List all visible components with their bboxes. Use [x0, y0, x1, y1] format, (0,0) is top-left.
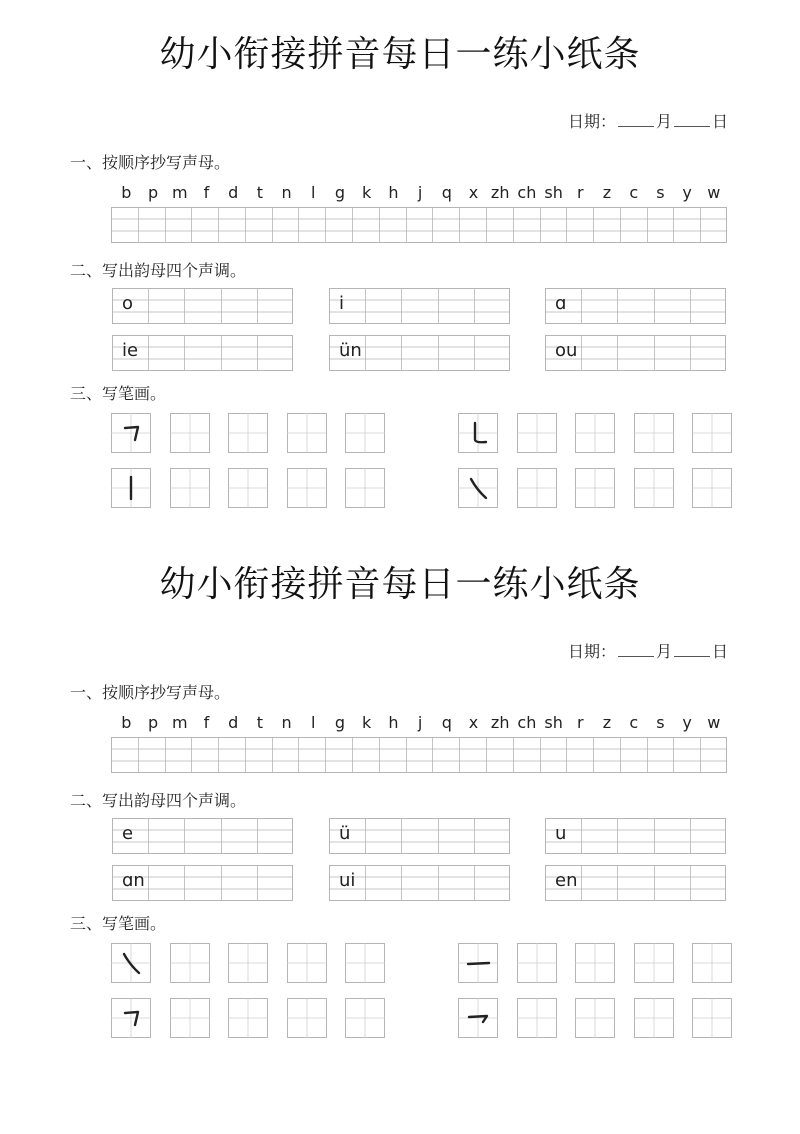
stroke-example-cell: [111, 468, 151, 508]
tianzige-grid: [692, 468, 732, 508]
final-label: ü: [339, 823, 351, 844]
tianzige-grid: [345, 468, 385, 508]
stroke-example-cell: [458, 943, 498, 983]
worksheet-title: 幼小衔接拼音每日一练小纸条: [159, 34, 641, 75]
tianzige-writing-cell[interactable]: [287, 998, 327, 1038]
initial-letter: j: [417, 183, 423, 202]
initial-letter: s: [656, 183, 665, 202]
stroke-example-cell: [111, 998, 151, 1038]
tianzige-writing-cell[interactable]: [345, 468, 385, 508]
finals-row: [0, 818, 800, 854]
stroke-example-cell: [111, 413, 151, 453]
tianzige-writing-cell[interactable]: [692, 468, 732, 508]
initial-letter: t: [256, 183, 263, 202]
tianzige-grid: [575, 998, 615, 1038]
worksheet-title: 幼小衔接拼音每日一练小纸条: [159, 564, 641, 605]
tianzige-writing-cell[interactable]: [345, 998, 385, 1038]
initials-row: [113, 183, 727, 202]
tianzige-grid: [517, 998, 557, 1038]
tianzige-writing-cell[interactable]: [228, 943, 268, 983]
initial-letter: m: [171, 183, 188, 202]
tianzige-writing-cell[interactable]: [692, 998, 732, 1038]
stroke-heng-zhe-icon: [125, 427, 138, 440]
initials-row: [113, 713, 727, 732]
tianzige-writing-cell[interactable]: [634, 943, 674, 983]
date-label: 日期：: [567, 642, 616, 661]
tianzige-writing-cell[interactable]: [634, 413, 674, 453]
stroke-example-cell: [111, 943, 151, 983]
initial-letter: zh: [490, 183, 510, 202]
tianzige-grid: [634, 943, 674, 983]
tianzige-grid: [458, 998, 498, 1038]
tianzige-writing-cell[interactable]: [634, 998, 674, 1038]
tianzige-grid: [170, 998, 210, 1038]
tianzige-writing-cell[interactable]: [517, 468, 557, 508]
tianzige-grid: [111, 943, 151, 983]
tianzige-grid: [170, 943, 210, 983]
finals-row: [0, 335, 800, 371]
final-writing-box[interactable]: [329, 335, 510, 371]
stroke-heng-zhe-icon: [125, 1012, 138, 1025]
tianzige-grid: [228, 998, 268, 1038]
initial-letter: d: [228, 713, 239, 732]
tianzige-writing-cell[interactable]: [345, 943, 385, 983]
pinyin-writing-lines[interactable]: [111, 737, 727, 773]
month-blank[interactable]: [618, 112, 654, 127]
tianzige-writing-cell[interactable]: [634, 468, 674, 508]
tianzige-grid: [517, 943, 557, 983]
initial-letter: z: [602, 183, 612, 202]
tianzige-grid: [228, 943, 268, 983]
tianzige-grid: [345, 413, 385, 453]
initial-letter: w: [707, 183, 721, 202]
initial-letter: ch: [517, 713, 537, 732]
tianzige-writing-cell[interactable]: [575, 468, 615, 508]
section-strokes-title: 三、写笔画。: [70, 384, 167, 403]
worksheet-1: [0, 0, 800, 530]
tianzige-writing-cell[interactable]: [517, 998, 557, 1038]
tianzige-grid: [287, 468, 327, 508]
tianzige-writing-cell[interactable]: [228, 413, 268, 453]
initial-letter: p: [147, 183, 159, 202]
stroke-row: [0, 998, 800, 1038]
stroke-na-icon: [471, 479, 486, 498]
final-writing-box[interactable]: [329, 865, 510, 901]
date-label: 日期：: [567, 112, 616, 131]
stroke-row: [0, 468, 800, 508]
worksheet-2: [0, 530, 800, 1060]
day-label: 日: [711, 642, 728, 661]
tianzige-grid: [458, 468, 498, 508]
tianzige-grid: [575, 943, 615, 983]
month-label: 月: [655, 112, 672, 131]
tianzige-grid: [228, 413, 268, 453]
initial-letter: g: [334, 183, 346, 202]
tianzige-writing-cell[interactable]: [517, 413, 557, 453]
tianzige-grid: [287, 943, 327, 983]
tianzige-writing-cell[interactable]: [170, 468, 210, 508]
tianzige-writing-cell[interactable]: [287, 468, 327, 508]
initial-letter: x: [468, 713, 479, 732]
tianzige-writing-cell[interactable]: [170, 998, 210, 1038]
tianzige-grid: [345, 943, 385, 983]
stroke-heng-icon: [468, 963, 489, 964]
tianzige-writing-cell[interactable]: [575, 413, 615, 453]
tianzige-grid: [111, 413, 151, 453]
initial-letter: s: [656, 713, 665, 732]
tianzige-grid: [170, 413, 210, 453]
final-label: i: [339, 293, 345, 314]
final-writing-box[interactable]: [112, 818, 293, 854]
tianzige-grid: [692, 998, 732, 1038]
stroke-example-cell: [458, 468, 498, 508]
pinyin-writing-lines[interactable]: [111, 207, 727, 243]
final-label: u: [555, 823, 567, 844]
final-writing-box[interactable]: [112, 335, 293, 371]
stroke-na-icon: [124, 954, 139, 973]
initial-letter: ch: [517, 183, 537, 202]
tianzige-grid: [111, 998, 151, 1038]
initial-letter: h: [388, 183, 399, 202]
tianzige-grid: [692, 413, 732, 453]
initial-letter: y: [682, 183, 692, 202]
tianzige-writing-cell[interactable]: [287, 413, 327, 453]
finals-row: [0, 865, 800, 901]
tianzige-grid: [111, 468, 151, 508]
initial-letter: n: [281, 183, 292, 202]
final-label: en: [555, 870, 578, 891]
final-label: ün: [339, 340, 362, 361]
tianzige-grid: [287, 998, 327, 1038]
final-writing-box[interactable]: [545, 818, 726, 854]
month-label: 月: [655, 642, 672, 661]
section-copy-initials-title: 一、按顺序抄写声母。: [70, 153, 231, 172]
initial-letter: c: [629, 183, 639, 202]
tianzige-grid: [575, 468, 615, 508]
day-label: 日: [711, 112, 728, 131]
tianzige-grid: [517, 413, 557, 453]
initial-letter: w: [707, 713, 721, 732]
final-label: ui: [339, 870, 356, 891]
tianzige-grid: [458, 413, 498, 453]
initial-letter: j: [417, 713, 423, 732]
tianzige-grid: [634, 413, 674, 453]
initial-letter: x: [468, 183, 479, 202]
initial-letter: d: [228, 183, 239, 202]
initial-letter: t: [256, 713, 263, 732]
initial-letter: k: [362, 183, 372, 202]
final-label: ie: [122, 340, 139, 361]
stroke-row: [0, 943, 800, 983]
initial-letter: r: [577, 713, 584, 732]
initial-letter: b: [121, 713, 132, 732]
initial-letter: h: [388, 713, 399, 732]
final-writing-box[interactable]: [112, 288, 293, 324]
tianzige-grid: [634, 468, 674, 508]
initial-letter: f: [203, 183, 210, 202]
initial-letter: l: [311, 713, 316, 732]
final-label: o: [122, 293, 134, 314]
initial-letter: r: [577, 183, 584, 202]
tianzige-writing-cell[interactable]: [345, 413, 385, 453]
date-field: [568, 109, 728, 132]
initial-letter: p: [147, 713, 159, 732]
initial-letter: c: [629, 713, 639, 732]
initial-letter: q: [441, 713, 452, 732]
tianzige-writing-cell[interactable]: [575, 943, 615, 983]
tianzige-grid: [228, 468, 268, 508]
tianzige-grid: [458, 943, 498, 983]
initial-letter: m: [171, 713, 188, 732]
final-writing-box[interactable]: [545, 865, 726, 901]
tianzige-writing-cell[interactable]: [170, 413, 210, 453]
initial-letter: sh: [544, 713, 563, 732]
final-label: e: [122, 823, 134, 844]
final-label: ɑ: [555, 293, 567, 314]
day-blank[interactable]: [674, 112, 710, 127]
initial-letter: sh: [544, 183, 563, 202]
tianzige-grid: [634, 998, 674, 1038]
tianzige-writing-cell[interactable]: [692, 943, 732, 983]
tianzige-writing-cell[interactable]: [575, 998, 615, 1038]
tianzige-grid: [575, 413, 615, 453]
final-writing-box[interactable]: [545, 335, 726, 371]
section-strokes-title: 三、写笔画。: [70, 914, 167, 933]
final-label: ou: [555, 340, 578, 361]
tianzige-writing-cell[interactable]: [692, 413, 732, 453]
tianzige-grid: [692, 943, 732, 983]
final-writing-box[interactable]: [329, 818, 510, 854]
day-blank[interactable]: [674, 642, 710, 657]
tianzige-grid: [170, 468, 210, 508]
section-tones-title: 二、写出韵母四个声调。: [70, 261, 247, 280]
initial-letter: k: [362, 713, 372, 732]
section-tones-title: 二、写出韵母四个声调。: [70, 791, 247, 810]
tianzige-writing-cell[interactable]: [517, 943, 557, 983]
initial-letter: b: [121, 183, 132, 202]
final-writing-box[interactable]: [112, 865, 293, 901]
initial-letter: n: [281, 713, 292, 732]
initial-letter: l: [311, 183, 316, 202]
final-label: ɑn: [122, 870, 145, 891]
initial-letter: z: [602, 713, 612, 732]
tianzige-grid: [287, 413, 327, 453]
stroke-row: [0, 413, 800, 453]
date-field: [568, 639, 728, 662]
stroke-example-cell: [458, 998, 498, 1038]
tianzige-writing-cell[interactable]: [287, 943, 327, 983]
stroke-example-cell: [458, 413, 498, 453]
tianzige-writing-cell[interactable]: [228, 468, 268, 508]
month-blank[interactable]: [618, 642, 654, 657]
finals-row: [0, 288, 800, 324]
final-writing-box[interactable]: [329, 288, 510, 324]
tianzige-writing-cell[interactable]: [170, 943, 210, 983]
initial-letter: zh: [490, 713, 510, 732]
initial-letter: y: [682, 713, 692, 732]
tianzige-writing-cell[interactable]: [228, 998, 268, 1038]
tianzige-grid: [517, 468, 557, 508]
initial-letter: f: [203, 713, 210, 732]
tianzige-grid: [345, 998, 385, 1038]
initial-letter: q: [441, 183, 452, 202]
final-writing-box[interactable]: [545, 288, 726, 324]
initial-letter: g: [334, 713, 346, 732]
section-copy-initials-title: 一、按顺序抄写声母。: [70, 683, 231, 702]
